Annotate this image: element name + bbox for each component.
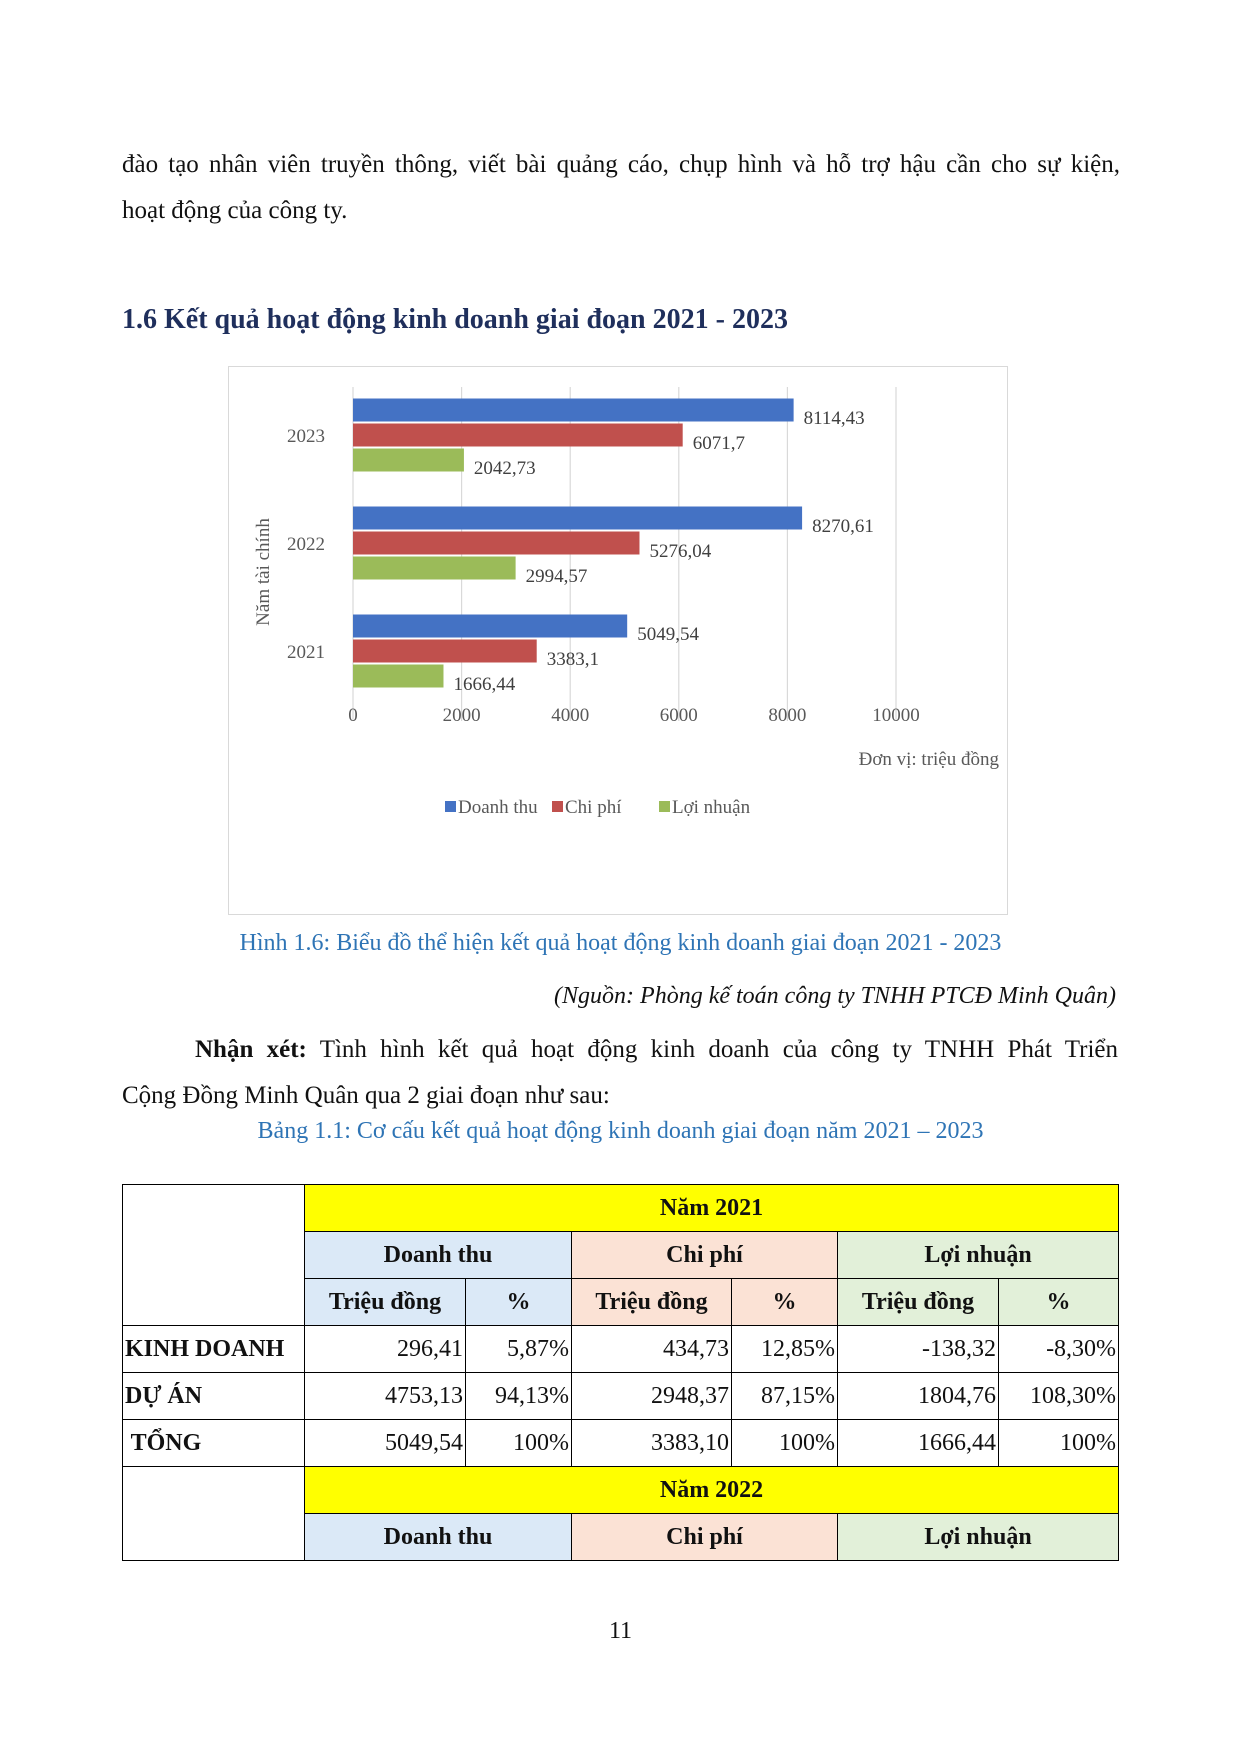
table-cell: 108,30% [999, 1373, 1119, 1420]
data-label: 6071,7 [692, 433, 745, 454]
table-cell: -138,32 [838, 1326, 999, 1373]
bar-lợi-nhuận [353, 665, 443, 688]
bar-doanh-thu [353, 399, 794, 422]
bar-lợi-nhuận [353, 557, 516, 580]
legend-label: Lợi nhuận [672, 797, 751, 818]
col-header-unit: Triệu đồng [305, 1279, 466, 1326]
table-row [123, 1326, 1119, 1373]
table-cell: 2948,37 [572, 1373, 732, 1420]
remark-line-1: Tình hình kết quả hoạt động kinh doanh của công ty TNHH Phát Triển [306, 1036, 1118, 1063]
bar-doanh-thu [353, 507, 802, 530]
intro-line-1: đào tạo nhân viên truyền thông, viết bài quảng cáo, chụp hình và hỗ trợ hậu cần cho sự kiện, [122, 151, 1120, 178]
data-label: 3383,1 [546, 649, 599, 670]
table-cell: 4753,13 [305, 1373, 466, 1420]
table-cell: 434,73 [572, 1326, 732, 1373]
data-label: 8270,61 [812, 516, 874, 537]
row-label: DỰ ÁN [123, 1373, 305, 1420]
col-header-pct: % [732, 1279, 838, 1326]
source-note: (Nguồn: Phòng kế toán công ty TNHH PTCĐ Minh Quân) [554, 983, 1116, 1009]
table-caption: Bảng 1.1: Cơ cấu kết quả hoạt động kinh doanh giai đoạn năm 2021 – 2023 [257, 1118, 984, 1144]
table-row [123, 1185, 1119, 1232]
bar-doanh-thu [353, 615, 627, 638]
table-corner-cell [123, 1185, 305, 1326]
table-cell: 1804,76 [838, 1373, 999, 1420]
legend-swatch [659, 801, 670, 812]
remark-paragraph [122, 1027, 1118, 1119]
x-tick-label: 4000 [551, 705, 590, 726]
remark-label: Nhận xét: [195, 1036, 307, 1063]
bar-chart [228, 366, 1008, 915]
bar-lợi-nhuận [353, 449, 464, 472]
table-cell: 100% [999, 1420, 1119, 1467]
unit-note: Đơn vị: triệu đồng [858, 749, 999, 770]
table-corner-cell [123, 1467, 305, 1561]
data-label: 5049,54 [637, 624, 699, 645]
results-table [122, 1184, 1119, 1561]
table-cell: 100% [732, 1420, 838, 1467]
data-label: 1666,44 [453, 674, 516, 695]
bar-chi-phí [353, 532, 639, 555]
table-cell: 5,87% [466, 1326, 572, 1373]
table-cell: 87,15% [732, 1373, 838, 1420]
table-row [123, 1467, 1119, 1514]
group-header-revenue: Doanh thu [305, 1514, 572, 1561]
section-heading: 1.6 Kết quả hoạt động kinh doanh giai đoạn 2021 - 2023 [122, 304, 788, 335]
row-label: TỔNG [123, 1420, 305, 1467]
table-cell: 12,85% [732, 1326, 838, 1373]
data-label: 2042,73 [473, 458, 536, 479]
bar-chi-phí [353, 640, 537, 663]
table-cell: -8,30% [999, 1326, 1119, 1373]
group-header-cost: Chi phí [572, 1514, 838, 1561]
row-label: KINH DOANH [123, 1326, 305, 1373]
figure-caption: Hình 1.6: Biểu đồ thể hiện kết quả hoạt động kinh doanh giai đoạn 2021 - 2023 [239, 930, 1002, 956]
bar-chi-phí [353, 424, 683, 447]
x-tick-label: 2000 [442, 705, 481, 726]
table-cell: 100% [466, 1420, 572, 1467]
x-tick-label: 10000 [872, 705, 920, 726]
col-header-pct: % [999, 1279, 1119, 1326]
y-axis-title: Năm tài chính [253, 518, 274, 626]
x-tick-label: 8000 [768, 705, 807, 726]
legend-swatch [445, 801, 456, 812]
y-tick-label: 2022 [287, 534, 325, 555]
group-header-profit: Lợi nhuận [838, 1514, 1119, 1561]
legend-swatch [552, 801, 563, 812]
group-header-cost: Chi phí [572, 1232, 838, 1279]
group-header-revenue: Doanh thu [305, 1232, 572, 1279]
table-cell: 1666,44 [838, 1420, 999, 1467]
intro-line-2: hoạt động của công ty. [122, 197, 348, 224]
table-cell: 296,41 [305, 1326, 466, 1373]
page-number: 11 [608, 1618, 633, 1644]
x-tick-label: 6000 [659, 705, 698, 726]
table-cell: 94,13% [466, 1373, 572, 1420]
bar-chart-svg [229, 367, 1009, 916]
remark-line-2: Cộng Đồng Minh Quân qua 2 giai đoạn như sau: [122, 1082, 610, 1109]
table-cell: 3383,10 [572, 1420, 732, 1467]
table-cell: 5049,54 [305, 1420, 466, 1467]
group-header-profit: Lợi nhuận [838, 1232, 1119, 1279]
legend-label: Chi phí [565, 797, 622, 818]
col-header-unit: Triệu đồng [572, 1279, 732, 1326]
year-2021-header: Năm 2021 [305, 1185, 1119, 1232]
col-header-unit: Triệu đồng [838, 1279, 999, 1326]
legend-label: Doanh thu [458, 797, 538, 818]
data-label: 8114,43 [803, 408, 865, 429]
y-tick-label: 2023 [287, 426, 325, 447]
x-tick-label: 0 [348, 705, 358, 726]
data-label: 2994,57 [525, 566, 588, 587]
table-row [123, 1373, 1119, 1420]
col-header-pct: % [466, 1279, 572, 1326]
table-row [123, 1420, 1119, 1467]
y-tick-label: 2021 [287, 642, 325, 663]
year-2022-header: Năm 2022 [305, 1467, 1119, 1514]
intro-paragraph [122, 142, 1120, 234]
data-label: 5276,04 [649, 541, 712, 562]
